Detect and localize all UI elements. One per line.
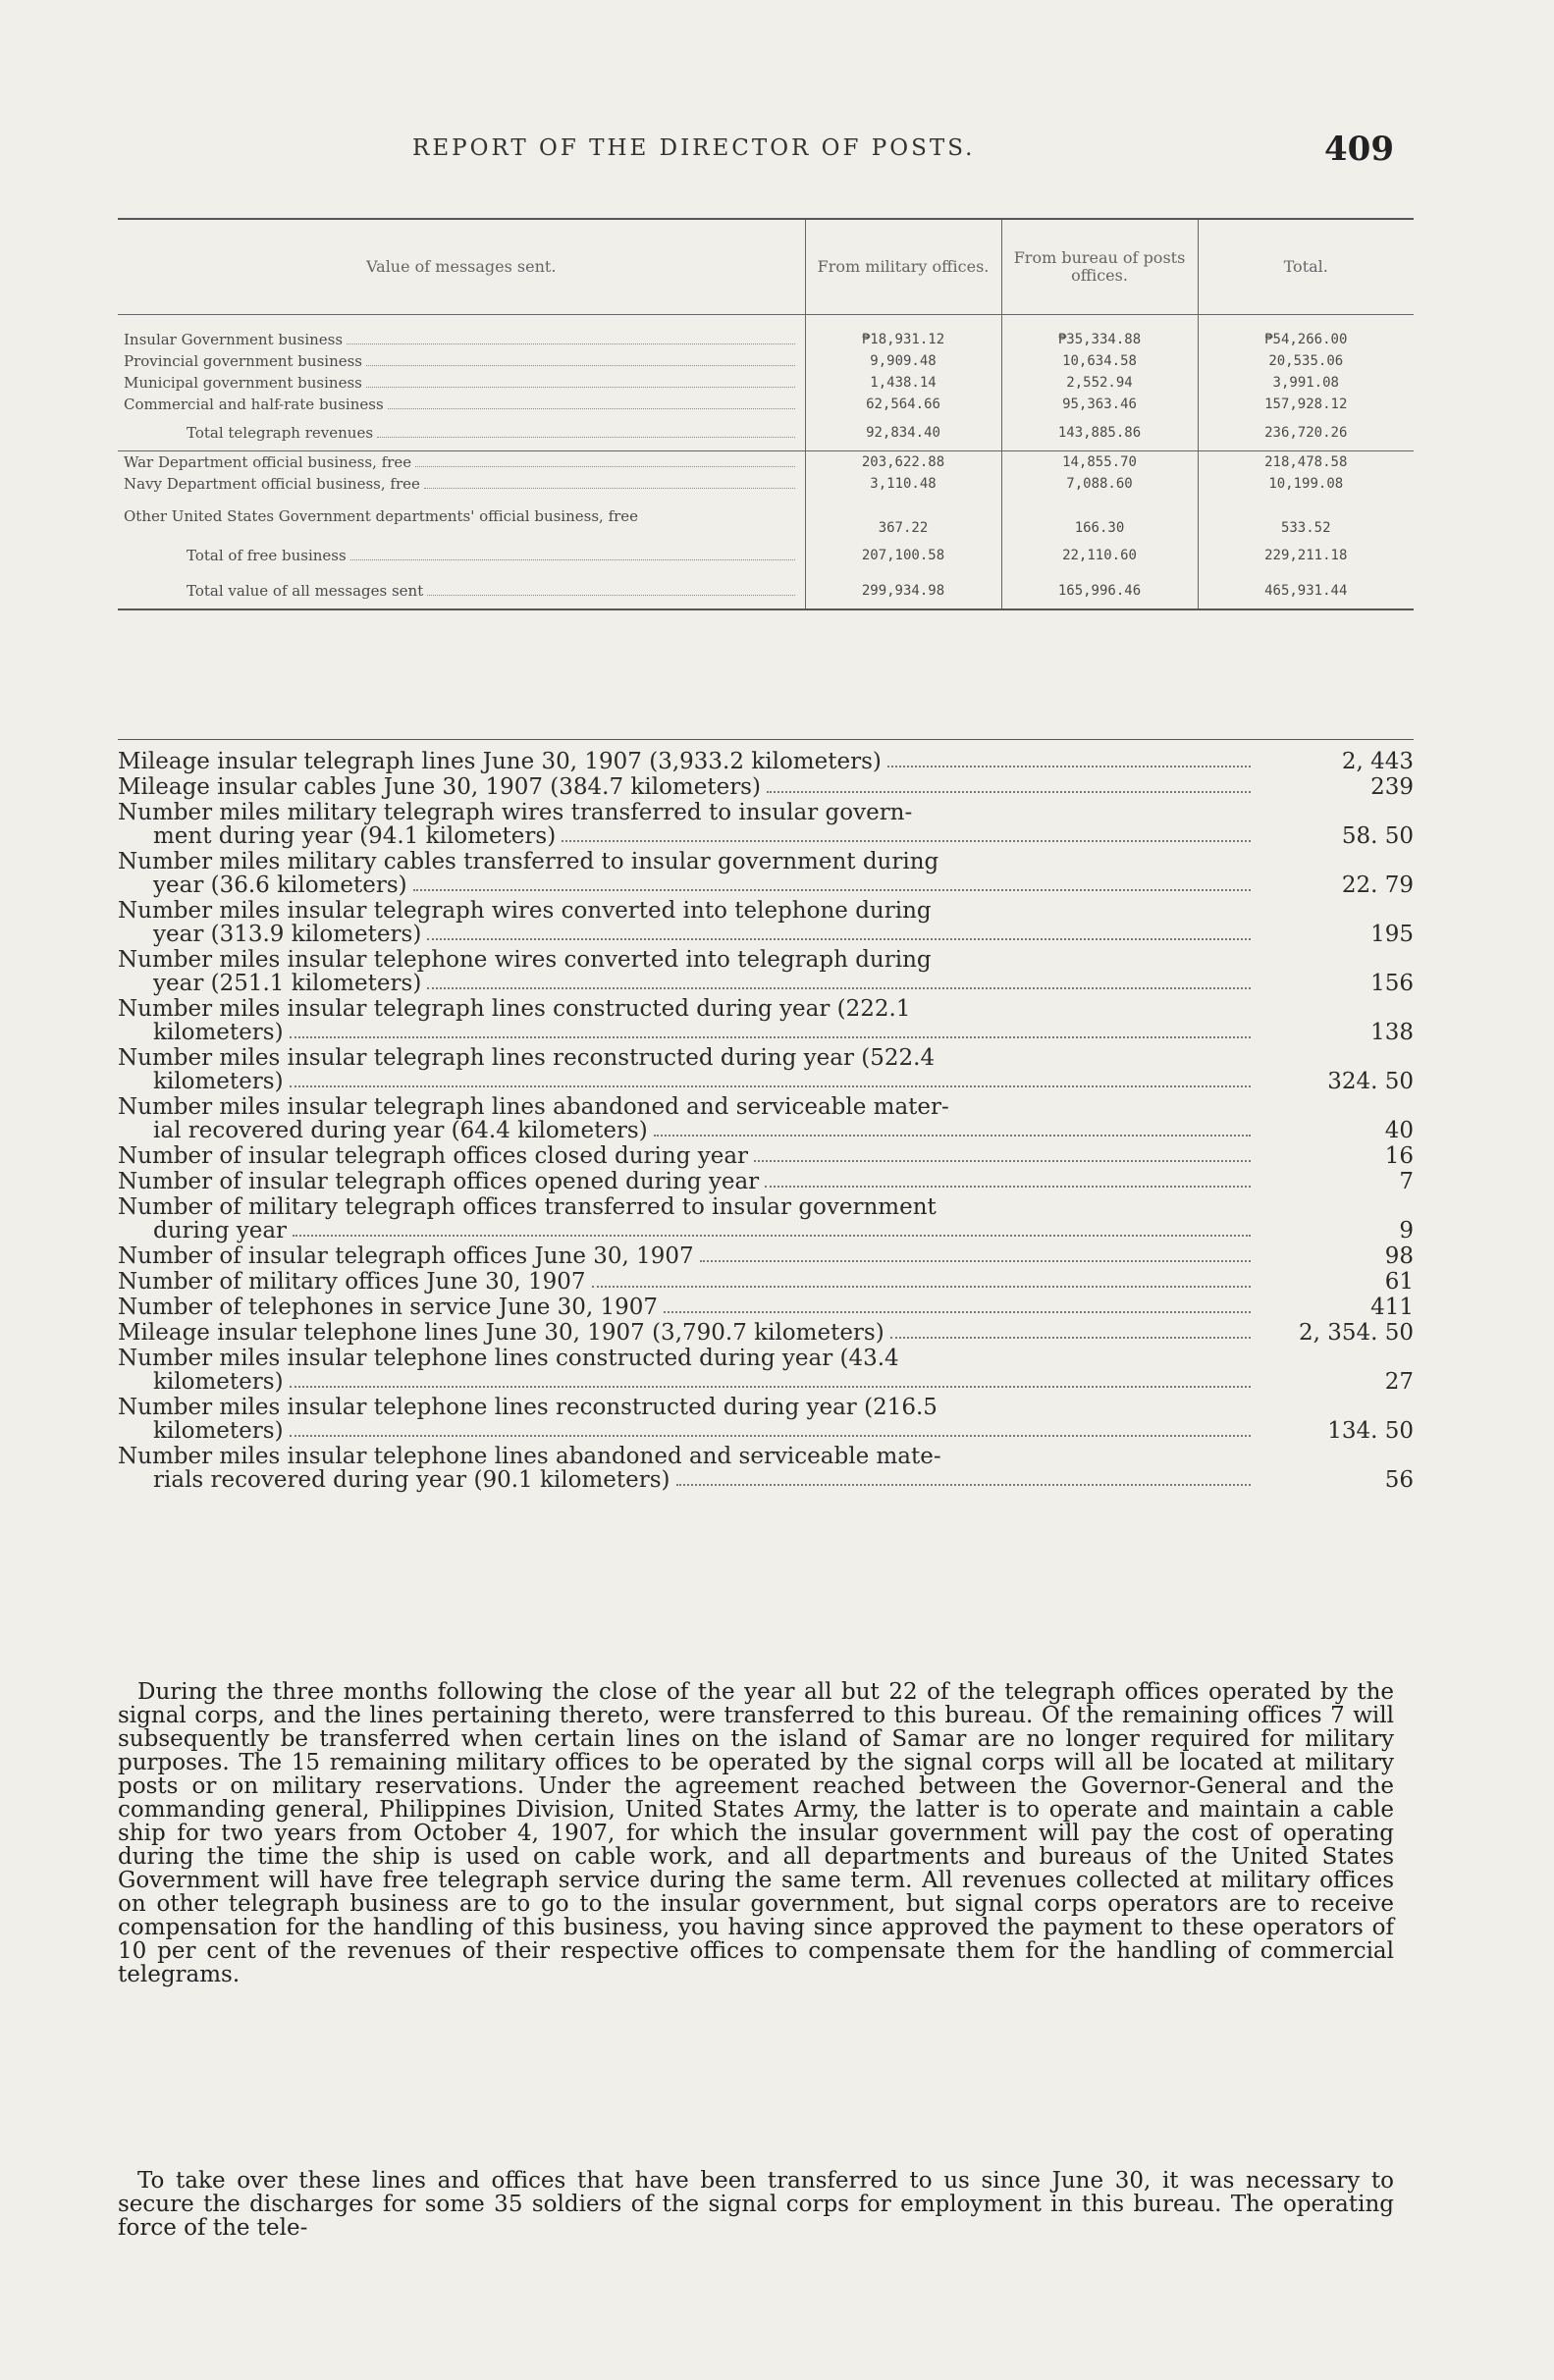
statistics-list <box>118 739 1414 1492</box>
cell-military: ₱18,931.12 <box>805 329 1001 350</box>
table-row <box>118 372 1414 394</box>
stat-label-cont: rials recovered during year (90.1 kilometers) <box>153 1467 670 1493</box>
cell-bureau: 7,088.60 <box>1001 473 1198 495</box>
stat-value: 195 <box>1370 922 1414 947</box>
stat-item <box>118 1095 1414 1142</box>
cell-bureau: 22,110.60 <box>1001 538 1198 573</box>
stat-label-cont: year (251.1 kilometers) <box>153 971 422 996</box>
row-label: Municipal government business <box>124 374 362 392</box>
stat-value: 16 <box>1384 1143 1414 1169</box>
stat-item <box>118 1296 1414 1319</box>
table-row <box>118 329 1414 350</box>
paragraph-text: To take over these lines and offices that have been transferred to us since June 30, it was necessary to secure the discharges for some 35 soldiers of the signal corps for employment in this bureau. The operating force of the tele- <box>118 2168 1394 2241</box>
cell-military: 3,110.48 <box>805 473 1001 495</box>
stat-item <box>118 1396 1414 1443</box>
stat-item <box>118 850 1414 897</box>
stat-label-cont: kilometers) <box>153 1069 284 1094</box>
stat-label: Mileage insular cables June 30, 1907 (384.7 kilometers) <box>118 774 761 800</box>
cell-total: 236,720.26 <box>1198 415 1414 451</box>
stat-label: Number miles insular telephone lines constructed during year (43.4 <box>118 1346 899 1371</box>
table-row <box>118 350 1414 372</box>
column-header: From bureau of posts offices. <box>1001 220 1198 315</box>
cell-bureau: 95,363.46 <box>1001 394 1198 415</box>
stat-label: Number of insular telegraph offices June 30, 1907 <box>118 1243 694 1269</box>
cell-total: 465,931.44 <box>1198 573 1414 608</box>
stat-item <box>118 1244 1414 1268</box>
cell-total: 229,211.18 <box>1198 538 1414 573</box>
stat-label: Mileage insular telephone lines June 30, 1907 (3,790.7 kilometers) <box>118 1320 884 1346</box>
stat-item <box>118 1347 1414 1394</box>
row-label: Total telegraph revenues <box>187 424 374 442</box>
cell-military: 299,934.98 <box>805 573 1001 608</box>
cell-bureau: 165,996.46 <box>1001 573 1198 608</box>
stat-value: 40 <box>1384 1118 1414 1143</box>
stat-value: 56 <box>1384 1467 1414 1493</box>
cell-bureau: 2,552.94 <box>1001 372 1198 394</box>
stat-item <box>118 775 1414 799</box>
cell-military: 367.22 <box>805 495 1001 538</box>
stat-item <box>118 801 1414 848</box>
stat-item <box>118 899 1414 946</box>
cell-total: 3,991.08 <box>1198 372 1414 394</box>
cell-bureau: 166.30 <box>1001 495 1198 538</box>
stat-label-cont: kilometers) <box>153 1418 284 1444</box>
stat-label: Number miles insular telephone wires converted into telegraph during <box>118 947 932 973</box>
stat-item <box>118 1195 1414 1243</box>
row-label: Commercial and half-rate business <box>124 396 384 413</box>
table-row <box>118 451 1414 474</box>
row-label: Insular Government business <box>124 331 344 348</box>
stat-label: Mileage insular telegraph lines June 30, 1907 (3,933.2 kilometers) <box>118 749 882 774</box>
stat-value: 324. 50 <box>1327 1069 1414 1094</box>
body-paragraph <box>118 2169 1394 2240</box>
stat-label: Number miles military telegraph wires transferred to insular govern- <box>118 800 913 825</box>
table-total-row <box>118 415 1414 451</box>
table-row <box>118 394 1414 415</box>
cell-total: ₱54,266.00 <box>1198 329 1414 350</box>
stat-label-cont: ment during year (94.1 kilometers) <box>153 823 557 849</box>
stat-item <box>118 1445 1414 1492</box>
stat-item <box>118 1144 1414 1168</box>
table-row <box>118 473 1414 495</box>
stat-label-cont: kilometers) <box>153 1020 284 1045</box>
stat-value: 22. 79 <box>1341 873 1414 898</box>
cell-bureau: 14,855.70 <box>1001 451 1198 474</box>
column-header: Value of messages sent. <box>118 220 805 315</box>
stat-value: 7 <box>1399 1169 1414 1194</box>
cell-total: 218,478.58 <box>1198 451 1414 474</box>
stat-item <box>118 997 1414 1044</box>
stat-label: Number miles insular telegraph lines constructed during year (222.1 <box>118 996 911 1022</box>
stat-label: Number miles insular telephone lines abandoned and serviceable mate- <box>118 1444 941 1469</box>
cell-total: 533.52 <box>1198 495 1414 538</box>
row-label: Total value of all messages sent <box>187 582 424 600</box>
messages-value-table <box>118 218 1414 610</box>
stat-item <box>118 948 1414 995</box>
stat-value: 411 <box>1370 1295 1414 1320</box>
stat-label: Number of telephones in service June 30, 1907 <box>118 1295 659 1320</box>
stat-label-cont: during year <box>153 1218 288 1243</box>
stat-label: Number of military offices June 30, 1907 <box>118 1269 586 1295</box>
stat-value: 27 <box>1384 1369 1414 1395</box>
stat-item <box>118 1321 1414 1345</box>
row-label: Total of free business <box>187 547 347 564</box>
stat-label: Number of insular telegraph offices closed during year <box>118 1143 749 1169</box>
stat-label: Number miles insular telegraph lines abandoned and serviceable mater- <box>118 1094 949 1120</box>
cell-military: 203,622.88 <box>805 451 1001 474</box>
stat-label-cont: year (313.9 kilometers) <box>153 922 422 947</box>
cell-military: 62,564.66 <box>805 394 1001 415</box>
cell-military: 92,834.40 <box>805 415 1001 451</box>
row-label: War Department official business, free <box>124 453 412 471</box>
stat-value: 58. 50 <box>1341 823 1414 849</box>
table-total-row <box>118 538 1414 573</box>
stat-value: 156 <box>1370 971 1414 996</box>
stat-label-cont: ial recovered during year (64.4 kilometers) <box>153 1118 648 1143</box>
paragraph-text: During the three months following the close of the year all but 22 of the telegraph offices operated by the signal corps, and the lines pertaining thereto, were transferred to this bureau. Of the remaining offices 7 will subsequently be transferred when certain lines on the island of Samar are no longer required for military purposes. The 15 remaining military offices to be operated by the signal corps will all be located at military posts or on military reservations. Under the agreement reached between the Governor-General and the commanding general, Philippines Division, United States Army, the latter is to operate and maintain a cable ship for two years from October 4, 1907, for which the insular government will pay the cost of operating during the time the ship is used on cable work, and all departments and bureaus of the United States Government will have free telegraph service during the same term. All revenues collected at military offices on other telegraph business are to go to the insular government, but signal corps operators are to receive compensation for the handling of this business, you having since approved the payment to these operators of 10 per cent of the revenues of their respective offices to compensate them for the handling of commercial telegrams. <box>118 1679 1394 1987</box>
stat-label-cont: year (36.6 kilometers) <box>153 873 407 898</box>
stat-label: Number miles insular telegraph wires converted into telephone during <box>118 898 932 924</box>
body-paragraph <box>118 1680 1394 1986</box>
cell-total: 10,199.08 <box>1198 473 1414 495</box>
column-header: Total. <box>1198 220 1414 315</box>
column-header: From military offices. <box>805 220 1001 315</box>
stat-value: 134. 50 <box>1327 1418 1414 1444</box>
cell-total: 20,535.06 <box>1198 350 1414 372</box>
stat-value: 98 <box>1384 1243 1414 1269</box>
table-header-row <box>118 220 1414 315</box>
cell-military: 1,438.14 <box>805 372 1001 394</box>
stat-item <box>118 1270 1414 1294</box>
cell-total: 157,928.12 <box>1198 394 1414 415</box>
page-header <box>118 130 1414 175</box>
running-title: REPORT OF THE DIRECTOR OF POSTS. <box>412 135 976 161</box>
stat-item <box>118 1046 1414 1093</box>
stat-label-cont: kilometers) <box>153 1369 284 1395</box>
stat-label: Number miles insular telegraph lines reconstructed during year (522.4 <box>118 1045 936 1071</box>
page-number: 409 <box>1324 130 1394 169</box>
stat-value: 239 <box>1370 774 1414 800</box>
stat-item <box>118 1170 1414 1193</box>
row-label: Provincial government business <box>124 352 362 370</box>
cell-military: 9,909.48 <box>805 350 1001 372</box>
cell-military: 207,100.58 <box>805 538 1001 573</box>
table-total-row <box>118 573 1414 608</box>
stat-label: Number of military telegraph offices transferred to insular government <box>118 1194 937 1220</box>
stat-label: Number miles military cables transferred to insular government during <box>118 849 939 874</box>
table-row <box>118 495 1414 538</box>
cell-bureau: 143,885.86 <box>1001 415 1198 451</box>
stat-label: Number miles insular telephone lines reconstructed during year (216.5 <box>118 1395 938 1420</box>
stat-value: 2, 354. 50 <box>1298 1320 1414 1346</box>
row-label: Other United States Government departments' official business, free <box>124 507 639 525</box>
stat-value: 9 <box>1399 1218 1414 1243</box>
stat-value: 2, 443 <box>1341 749 1414 774</box>
stat-item <box>118 750 1414 773</box>
stat-label: Number of insular telegraph offices opened during year <box>118 1169 760 1194</box>
stat-value: 138 <box>1370 1020 1414 1045</box>
cell-bureau: ₱35,334.88 <box>1001 329 1198 350</box>
stat-value: 61 <box>1384 1269 1414 1295</box>
cell-bureau: 10,634.58 <box>1001 350 1198 372</box>
row-label: Navy Department official business, free <box>124 475 420 493</box>
